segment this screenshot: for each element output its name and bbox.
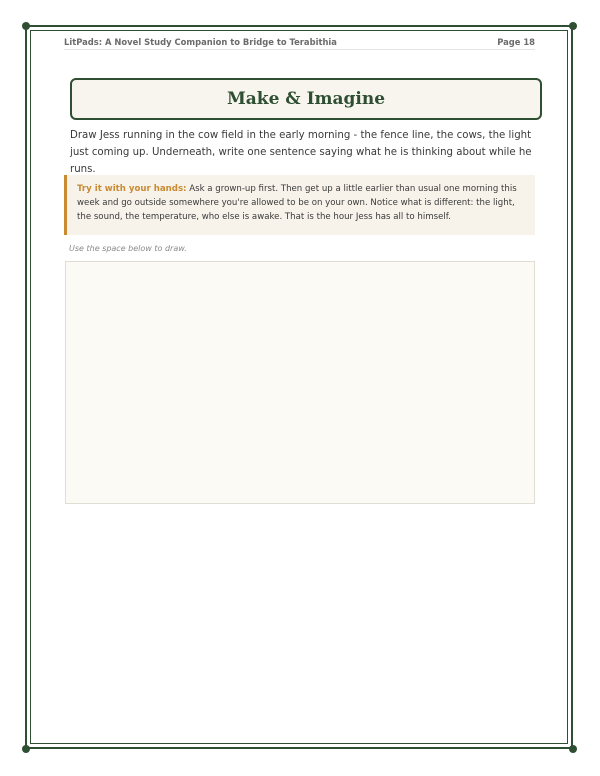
tip-text: Ask a grown-up first. Then get up a little earlier than usual one morning this week and go outside somewhere you're allowed to be on your own. Notice what is different: the light, the sound, the temperature, who else is awake. That is the hour Jess has all to himself. <box>77 184 517 222</box>
corner-ornament-top-left <box>22 22 30 30</box>
drawing-area[interactable] <box>65 261 535 504</box>
corner-ornament-bottom-left <box>22 745 30 753</box>
activity-instructions: Draw Jess running in the cow field in the early morning - the fence line, the cows, the light just coming up. Underneath, write one sentence saying what he is thinking about while he runs. <box>70 130 532 175</box>
tip-callout <box>64 175 535 235</box>
corner-ornament-top-right <box>569 22 577 30</box>
drawing-hint: Use the space below to draw. <box>69 244 187 253</box>
book-title: LitPads: A Novel Study Companion to Bridge to Terabithia <box>64 37 337 47</box>
section-title: Make & Imagine <box>226 89 386 109</box>
tip-label: Try it with your hands: <box>77 184 187 194</box>
page-number: Page 18 <box>497 37 535 47</box>
corner-ornament-bottom-right <box>569 745 577 753</box>
running-header <box>64 34 535 50</box>
section-title-box <box>70 78 542 120</box>
header-divider <box>64 49 535 50</box>
